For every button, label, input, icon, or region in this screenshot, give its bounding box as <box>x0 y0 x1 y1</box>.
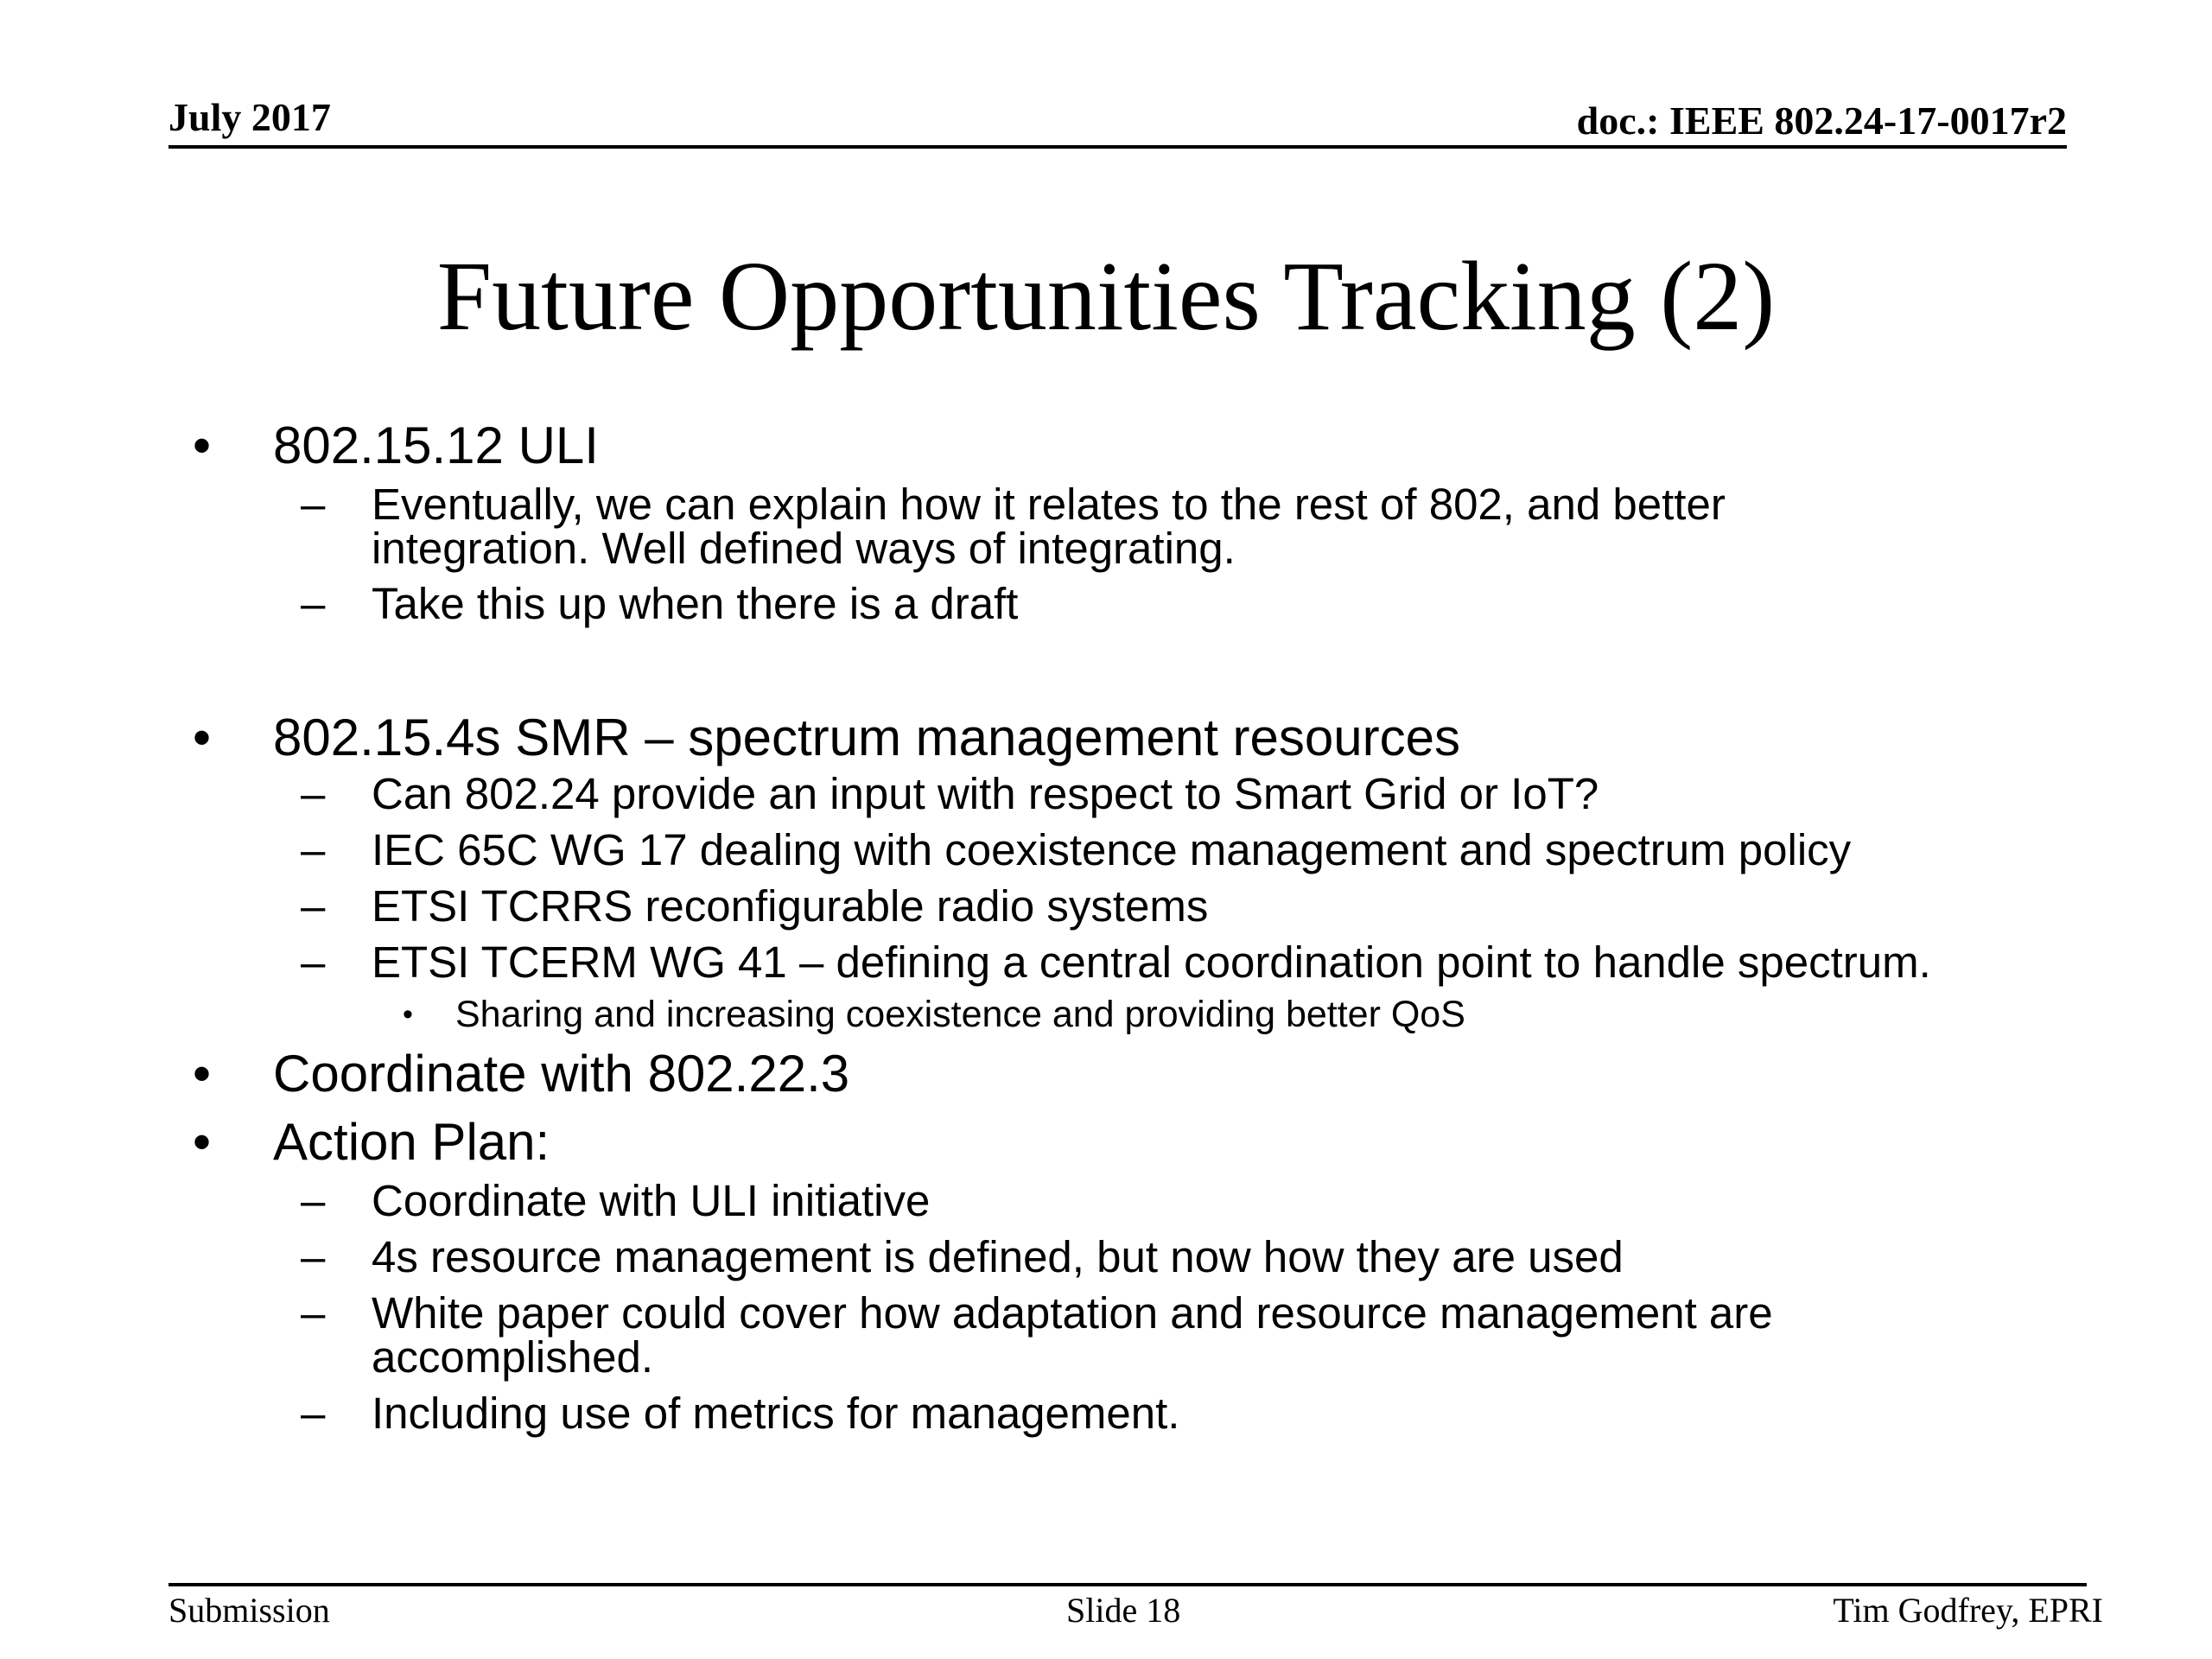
subbullet-metrics <box>301 1389 1180 1438</box>
bullet-marker: • <box>193 709 212 766</box>
footer-slide-number: Slide 18 <box>1066 1591 1181 1630</box>
bullet-coordinate-802-22-3 <box>193 1045 850 1103</box>
bullet-action-plan <box>193 1113 550 1171</box>
dash-marker: – <box>301 881 326 931</box>
slide-title: Future Opportunities Tracking (2) <box>436 241 1776 351</box>
bullet-802-15-4s-smr <box>193 709 1460 766</box>
subbullet-iec-65c <box>301 825 1852 874</box>
footer-divider <box>168 1583 2087 1586</box>
subbullet-text: ETSI TCRRS reconfigurable radio systems <box>372 881 1209 931</box>
header-divider <box>168 145 2067 149</box>
bullet-marker: • <box>193 416 212 474</box>
subbullet-text: IEC 65C WG 17 dealing with coexistence management and spectrum policy <box>372 825 1852 874</box>
dash-marker: – <box>301 1176 326 1225</box>
subbullet-text: Eventually, we can explain how it relates to the rest of 802, and better <box>372 480 1726 529</box>
subbullet-take-this-up <box>301 579 1019 628</box>
subbullet-eventually-continued <box>372 524 1236 573</box>
header-date: July 2017 <box>168 95 331 139</box>
subbullet-etsi-tcerm <box>301 938 1931 987</box>
subbullet-white-paper <box>301 1288 1773 1338</box>
subbullet-text: Can 802.24 provide an input with respect to Smart Grid or IoT? <box>372 769 1599 818</box>
subbullet-coordinate-uli <box>301 1176 931 1225</box>
dash-marker: – <box>301 480 326 529</box>
bullet-marker: • <box>193 1045 212 1103</box>
subsubbullet-sharing <box>403 994 1465 1035</box>
dash-marker: – <box>301 1288 326 1338</box>
subbullet-white-paper-continued <box>372 1332 653 1382</box>
dash-marker: – <box>301 938 326 987</box>
subbullet-text: Take this up when there is a draft <box>372 579 1019 628</box>
subbullet-text: accomplished. <box>372 1332 653 1382</box>
dash-marker: – <box>301 825 326 874</box>
bullet-802-15-12-uli <box>193 416 599 474</box>
header-doc-id: doc.: IEEE 802.24-17-0017r2 <box>1576 99 2067 143</box>
subbullet-text: Including use of metrics for management. <box>372 1389 1180 1438</box>
dash-marker: – <box>301 579 326 628</box>
dash-marker: – <box>301 1389 326 1438</box>
subbullet-smart-grid <box>301 769 1599 818</box>
subbullet-eventually <box>301 480 1726 529</box>
dash-marker: – <box>301 769 326 818</box>
footer-submission: Submission <box>168 1591 330 1630</box>
bullet-text: Coordinate with 802.22.3 <box>273 1045 850 1103</box>
bullet-text: 802.15.4s SMR – spectrum management resources <box>273 709 1460 766</box>
subbullet-4s-resource-management <box>301 1232 1624 1281</box>
bullet-text: Action Plan: <box>273 1113 550 1171</box>
subbullet-text: 4s resource management is defined, but now how they are used <box>372 1232 1624 1281</box>
footer-author: Tim Godfrey, EPRI <box>1833 1591 2103 1630</box>
bullet-text: 802.15.12 ULI <box>273 416 599 474</box>
subbullet-text: ETSI TCERM WG 41 – defining a central coordination point to handle spectrum. <box>372 938 1931 987</box>
bullet-marker: • <box>193 1113 212 1171</box>
subsubbullet-text: Sharing and increasing coexistence and providing better QoS <box>455 994 1465 1035</box>
subbullet-etsi-tcrrs <box>301 881 1209 931</box>
subbullet-text: Coordinate with ULI initiative <box>372 1176 931 1225</box>
subbullet-text: integration. Well defined ways of integrating. <box>372 524 1236 573</box>
bullet-marker: • <box>403 998 413 1031</box>
subbullet-text: White paper could cover how adaptation and resource management are <box>372 1288 1773 1338</box>
dash-marker: – <box>301 1232 326 1281</box>
